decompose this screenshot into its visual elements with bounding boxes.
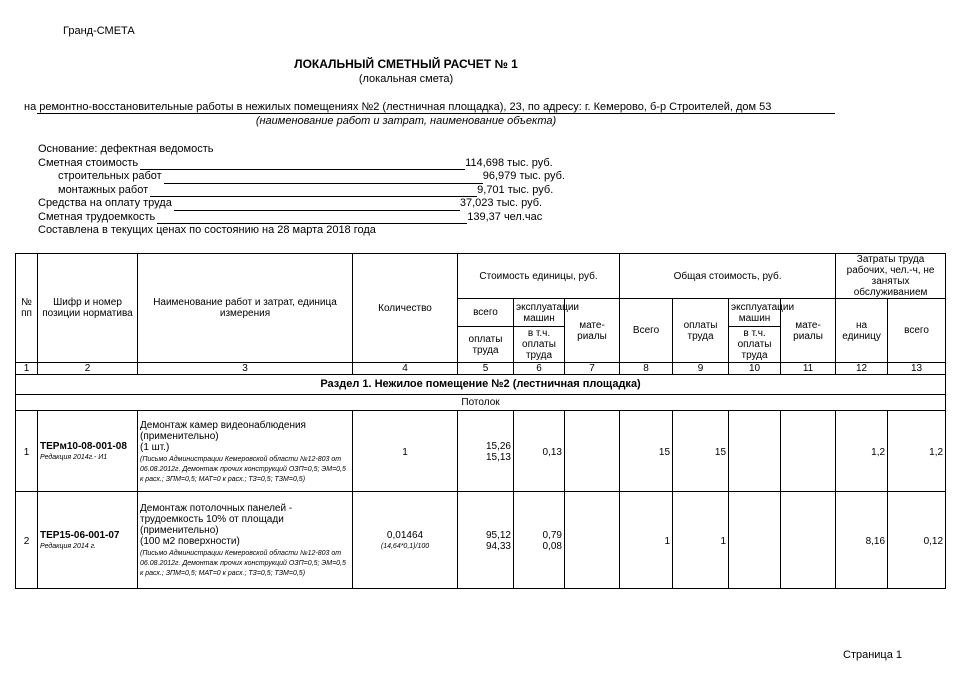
summary-unit: тыс. руб. [507,156,553,169]
row-unit: (100 м2 поверхности) [140,536,240,547]
row-c7 [565,411,620,492]
row-edition: Редакция 2014 г. [40,543,96,550]
header-unit-cost: Стоимость единицы, руб. [458,254,620,299]
row-code: ТЕР15-06-001-07 [40,530,120,541]
summary-label: Сметная стоимость [38,156,139,169]
app-name: Гранд-СМЕТА [63,25,135,37]
summary-unit: тыс. руб. [519,170,565,182]
header-num: № пп [16,254,38,363]
column-number: 3 [138,363,353,375]
summary-value: 9,701 [477,183,505,196]
summary-value: 96,979 [482,170,517,182]
summary-row-wages [38,197,565,211]
row-code: ТЕРм10-08-001-08 [40,441,127,452]
summary-block [38,143,565,238]
row-c11 [781,492,836,589]
column-number: 4 [353,363,458,375]
column-number: 5 [458,363,514,375]
column-number: 9 [673,363,729,375]
header-machines-2: эксплуатации машин [729,299,781,327]
row-name: Демонтаж потолочных панелей - трудоемкость 10% от площади (применительно) [140,503,293,536]
header-materials-2: мате-риалы [781,299,836,363]
header-code: Шифр и номер позиции норматива [38,254,138,363]
row-num: 1 [16,411,38,492]
row-c7 [565,492,620,589]
summary-row-installation [38,184,565,198]
document-title: ЛОКАЛЬНЫЙ СМЕТНЫЙ РАСЧЕТ № 1 [294,57,518,71]
summary-value: 139,37 [467,210,501,223]
header-in-wages: в т.ч. оплаты труда [514,327,565,363]
fill-line [164,172,483,184]
header-total: Всего [620,299,673,363]
basis-line [38,143,565,157]
row-c6b: 0,08 [542,541,562,552]
summary-unit: чел.час [503,210,543,223]
row-c10 [729,492,781,589]
row-c10 [729,411,781,492]
column-number: 12 [836,363,888,375]
row-c5a: 95,12 [485,530,511,541]
row-unit: (1 шт.) [140,441,170,453]
summary-row-construction [38,170,565,184]
column-number: 8 [620,363,673,375]
column-number: 11 [781,363,836,375]
row-qty: 1 [402,446,408,458]
header-qty: Количество [353,254,458,363]
row-c5-cell [458,492,514,589]
row-qty-cell [353,411,458,492]
table-row [16,492,946,589]
prices-note: Составлена в текущих ценах по состоянию на 28 марта 2018 года [38,224,376,236]
fill-line [150,185,477,197]
row-c6-cell [514,411,565,492]
column-number: 7 [565,363,620,375]
row-code-cell [38,411,138,492]
row-c13: 0,12 [888,492,946,589]
row-note: (Письмо Администрации Кемеровской области №12-803 от 06.08.2012г. Демонтаж прочих конструкций ОЗП=0,5; ЭМ=0,5 к расх.; ЗПМ=0,5; МАТ=0 к расх.; ТЗ=0,5; ТЗМ=0,5) [140,455,346,483]
row-code-cell [38,492,138,589]
row-qty: 0,01464 [386,530,424,541]
row-name-cell [138,492,353,589]
table-row [16,411,946,492]
header-per-unit: на единицу [836,299,888,363]
row-c5b: 15,13 [485,452,511,463]
header-machines: эксплуатации машин [514,299,565,327]
fill-line [140,158,465,170]
object-hint: (наименование работ и затрат, наименование объекта) [255,115,557,127]
summary-label: Средства на оплату труда [38,197,172,209]
fill-line [157,212,467,224]
row-c8: 1 [620,492,673,589]
row-name: Демонтаж камер видеонаблюдения (применительно) [140,419,306,442]
column-number: 10 [729,363,781,375]
section-row [16,375,946,395]
column-number: 2 [38,363,138,375]
row-c12: 1,2 [836,411,888,492]
object-underline [37,113,835,114]
summary-row-labor [38,211,565,225]
row-num: 2 [16,492,38,589]
row-qty-cell [353,492,458,589]
row-c9: 1 [673,492,729,589]
row-qty-formula: (14,64*0,1)/100 [380,543,430,550]
summary-row-estimated-cost [38,157,565,171]
header-labor: Затраты труда рабочих, чел.-ч, не занятых обслуживанием [836,254,946,299]
header-wages-unit: оплаты труда [458,327,514,363]
basis-text: Основание: дефектная ведомость [38,143,214,155]
row-c13: 1,2 [888,411,946,492]
header-total-cost: Общая стоимость, руб. [620,254,836,299]
summary-label: Сметная трудоемкость [38,210,156,223]
estimate-table [15,253,946,589]
object-description: на ремонтно-восстановительные работы в нежилых помещениях №2 (лестничная площадка), 23, по адресу: г. Кемерово, б-р Строителей, дом 53 [24,101,772,113]
summary-unit: тыс. руб. [507,183,554,196]
row-c5-cell [458,411,514,492]
column-number: 1 [16,363,38,375]
header-name: Наименование работ и затрат, единица измерения [138,254,353,363]
page-number: Страница 1 [843,649,903,661]
row-edition: Редакция 2014г.- И1 [40,454,108,461]
summary-unit: тыс. руб. [496,197,543,209]
row-c5a: 15,26 [485,441,511,452]
row-c11 [781,411,836,492]
subsection-row [16,395,946,411]
summary-label: строительных работ [58,170,162,182]
row-c6-cell [514,492,565,589]
header-in-wages-2: в т.ч. оплаты труда [729,327,781,363]
row-c6a: 0,13 [542,446,562,458]
header-all: всего [458,299,514,327]
header-row [16,254,946,299]
subsection-title: Потолок [16,395,946,411]
fill-line [174,199,460,211]
row-c8: 15 [620,411,673,492]
row-c12: 8,16 [836,492,888,589]
header-all-2: всего [888,299,946,363]
row-name-cell [138,411,353,492]
row-note: (Письмо Администрации Кемеровской области №12-803 от 06.08.2012г. Демонтаж прочих конструкций ОЗП=0,5; ЭМ=0,5 к расх.; ЗПМ=0,5; МАТ=0 к расх.; ТЗ=0,5; ТЗМ=0,5) [140,550,346,577]
row-c6a: 0,79 [542,530,562,541]
summary-value: 37,023 [459,197,494,209]
summary-label: монтажных работ [58,183,149,196]
section-title: Раздел 1. Нежилое помещение №2 (лестничная площадка) [16,375,946,395]
column-number: 13 [888,363,946,375]
document-subtitle: (локальная смета) [358,73,454,85]
column-numbers-row [16,363,946,375]
row-c9: 15 [673,411,729,492]
summary-value: 114,698 [465,156,505,169]
column-number: 6 [514,363,565,375]
header-wages: оплаты труда [673,299,729,363]
row-c5b: 94,33 [485,541,511,552]
prices-note-line [38,224,565,238]
header-materials: мате-риалы [565,299,620,363]
